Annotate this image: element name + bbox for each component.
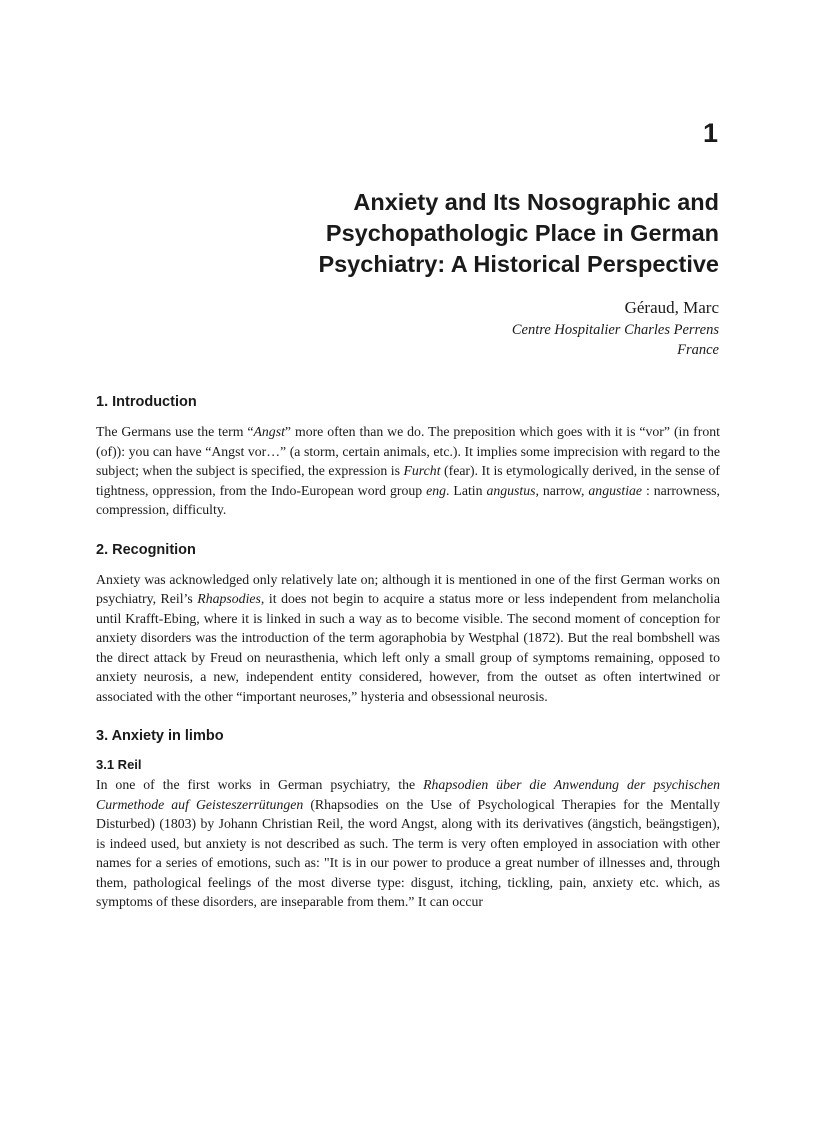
section-heading: 1. Introduction — [96, 394, 197, 410]
text-run: narrow, — [538, 482, 589, 498]
chapter-title-line: Anxiety and Its Nosographic and — [353, 189, 719, 215]
chapter-title-line: Psychopathologic Place in German — [325, 220, 719, 246]
italic-term: Rhapsodies — [197, 591, 261, 606]
section-anxiety-in-limbo — [96, 726, 720, 912]
section-introduction — [96, 392, 720, 520]
text-run: . Latin — [446, 482, 487, 498]
text-run: , it does not begin to acquire a status more or less independent from melancholia until Krafft-Ebing, where it is linked in such a way as to become visible. The second moment of conception for anxiety disorders was the introduction of the term agoraphobia by Westphal (1872). But the real bombshell was the direct attack by Freud on neurasthenia, which left only a small group of symptoms remaining, opposed to anxiety neurosis, a new, independent entity considered, however, from the outset as often intertwined or associated with the other “important neuroses,” hysteria and obsessional neurosis. — [96, 591, 721, 704]
author-block — [319, 296, 719, 360]
text-run: ” more often than we do. The preposition which goes with it is “vor” (in front (of)): you can have “Angst vor…” (a storm, certain animals, etc.). It implies some imprecision with regard to the subject; when the subject is specified, the expression is — [96, 424, 720, 478]
author-affiliation: Centre Hospitalier Charles Perrens — [511, 322, 719, 338]
chapter-title — [199, 187, 719, 280]
paragraph — [96, 775, 720, 912]
italic-term: Rhapsodien über die Anwendung der psychischen Curmethode auf Geisteszerrütungen — [96, 777, 720, 812]
italic-term: Furcht — [403, 463, 441, 478]
text-run: The Germans use the term “ — [96, 424, 254, 439]
text-run: (Rhapsodies on the Use of Psychological Therapies for the Mentally Disturbed) (1803) by Johann Christian Reil, the word Angst, along with its derivatives (ängstich, beängstigen), is indeed used, but anxiety is not described as such. The term is very often employed in association with other names for a series of emotions, such as: "It is in our power to produce a great number of illnesses and, through them, pathological feelings of the most diverse type: disgust, itching, tickling, pain, anxiety etc. which, as symptoms of these disorders, are inseparable from them.” It can occur — [96, 796, 720, 909]
italic-term: angustiae — [588, 482, 643, 498]
text-run: Anxiety was acknowledged only relatively late on; although it is mentioned in one of the first German works on psychiatry, Reil’s — [96, 571, 720, 606]
italic-term: angustus, — [486, 482, 539, 498]
chapter-title-line: Psychiatry: A Historical Perspective — [318, 251, 719, 277]
italic-term: eng — [426, 482, 447, 498]
text-run: (fear). It is etymologically derived, in the sense of tightness, oppression, from the Indo-European word group — [96, 463, 721, 498]
italic-term: Angst — [253, 424, 285, 439]
author-name: Géraud, Marc — [624, 298, 719, 317]
section-heading: 2. Recognition — [96, 541, 196, 558]
chapter-body — [96, 392, 720, 912]
chapter-number: 1 — [702, 118, 718, 148]
subsection-heading: 3.1 Reil — [96, 757, 142, 772]
text-run: In one of the first works in German psychiatry, the — [96, 777, 424, 792]
section-heading: 3. Anxiety in limbo — [96, 728, 224, 744]
section-recognition — [96, 540, 720, 707]
text-run: : narrowness, compression, difficulty. — [96, 482, 721, 517]
paragraph — [96, 570, 720, 707]
paragraph — [96, 422, 720, 520]
author-country: France — [677, 342, 719, 358]
